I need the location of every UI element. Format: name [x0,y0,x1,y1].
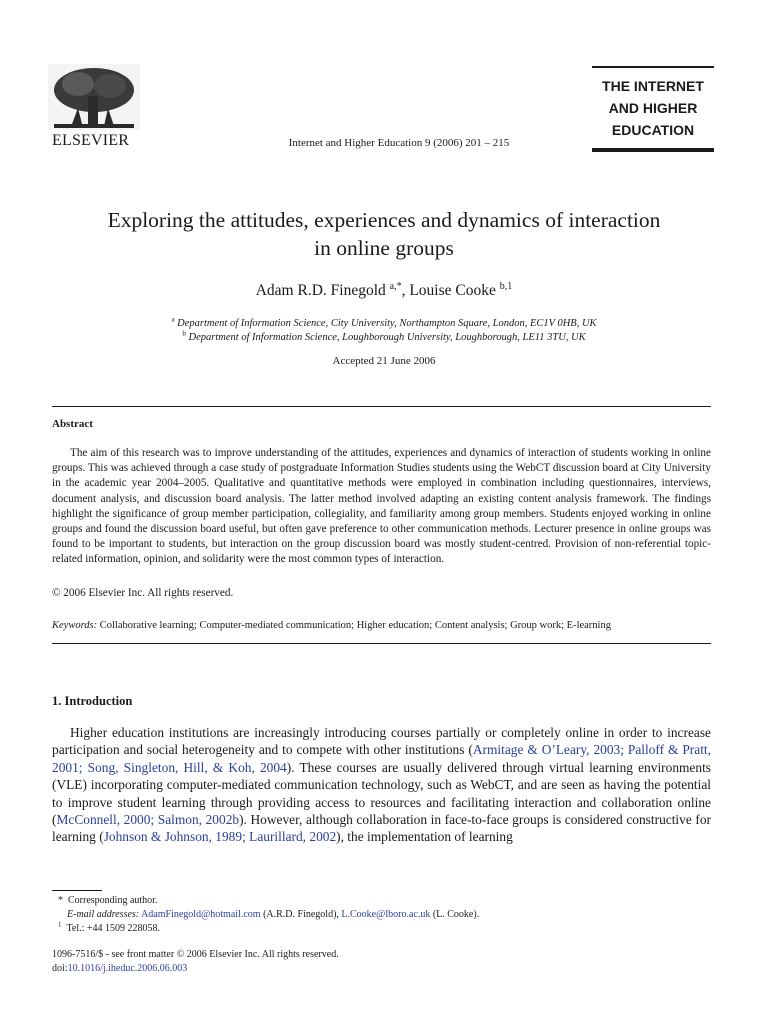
journal-title-line: THE INTERNET [602,78,704,94]
affiliation-b [0,329,768,343]
footnote-tel [58,920,161,934]
journal-reference: Internet and Higher Education 9 (2006) 201 – 215 [288,137,510,149]
introduction-paragraph [52,724,711,846]
author-separator: , [401,282,410,299]
author-list [0,282,768,300]
author-name: Louise Cooke [409,282,496,299]
citation-link[interactable]: Johnson & Johnson, 1989; Laurillard, 2002 [103,829,337,845]
doi-link[interactable]: 10.1016/j.iheduc.2006.06.003 [67,963,188,974]
body-text: ), the implementation of learning [336,829,513,845]
accepted-date: Accepted 21 June 2006 [332,355,436,367]
divider-bottom [52,643,711,644]
footnote-divider [52,890,102,891]
body-text: ). However, although collaboration in face-to-face groups is considered constructive for learning ( [52,812,711,845]
footnote-corresponding [58,895,157,906]
issn-line: 1096-7516/$ - see front matter © 2006 Elsevier Inc. All rights reserved. [52,949,339,960]
footnote-text: (A.R.D. Finegold), [260,909,342,920]
email-label: E-mail addresses: [67,909,140,920]
article-title-line: in online groups [314,236,454,260]
citation-link[interactable]: Armitage & O’Leary, 2003; Palloff & Pratt, 2001; Song, Singleton, Hill, & Koh, 2004 [52,742,712,775]
email-link[interactable]: AdamFinegold@hotmail.com [141,909,261,920]
affiliation-mark: a [171,315,175,324]
email-link[interactable]: L.Cooke@lboro.ac.uk [341,909,431,920]
footnote-text: (L. Cooke). [430,909,480,920]
journal-title-line: EDUCATION [611,122,695,138]
publisher-name: ELSEVIER [52,132,130,149]
keywords-label: Keywords: [52,620,98,631]
affiliation-a [0,315,768,329]
copyright-line: © 2006 Elsevier Inc. All rights reserved. [52,587,234,599]
footnote-emails [67,909,479,920]
citation-link[interactable]: McConnell, 2000; Salmon, 2002b [56,812,240,828]
affiliation-text: Department of Information Science, City University, Northampton Square, London, EC1V 0HB, UK [177,318,597,329]
body-text: ). These courses are usually delivered through virtual learning environments (VLE) incorporating computer-mediated communication technology, such as WebCT, and are seen as having the potential to improve student learning through providing access to resources and facilitating interaction and collaboration online ( [52,759,712,828]
article-title-line: Exploring the attitudes, experiences and dynamics of interaction [107,208,661,232]
keywords-list: Collaborative learning; Computer-mediated communication; Higher education; Content analysis; Group work; E-learning [99,620,611,631]
abstract-text: The aim of this research was to improve understanding of the attitudes, experiences and dynamics of interaction of students working in online groups. This was achieved through a case study of postgraduate Information Studies students using the WebCT discussion board at City University in the academic year 2004–2005. Qualitative and quantitative methods were employed in combination including questionnaires, interviews, document analysis, and discussion board analysis. The latter method involved adapting an existing content analysis framework. The findings highlight the significance of group member participation, collegiality, and familiarity among group members. Students enjoyed working in online groups and found the discussion board useful, but often gave preference to other communication methods. Lecturer presence in online groups was found to be important to students, but interaction on the group discussion board was mostly student-centred. Provision of non-referential topic-related information, opinion, and solidarity were the most common types of interaction. [52,447,711,566]
divider-top [52,406,711,407]
footnote-mark: 1 [58,920,62,929]
footnote-text: Tel.: +44 1509 228058. [66,923,161,934]
keywords [52,620,711,631]
author-name: Adam R.D. Finegold [255,282,386,299]
author-affil-mark: a,* [389,280,402,292]
body-text: Higher education institutions are increasingly introducing courses partially or completely online in order to increase participation and social heterogeneity and to compete with other institutions ( [52,725,711,758]
affiliation-mark: b [182,329,186,338]
footnote-text: Corresponding author. [68,895,158,906]
section-heading: 1. Introduction [52,694,133,708]
author-affil-mark: b,1 [499,280,513,292]
abstract-heading: Abstract [52,418,93,430]
article-title [40,206,728,262]
journal-title-line: AND HIGHER [608,100,698,116]
affiliation-text: Department of Information Science, Loughborough University, Loughborough, LE11 3TU, UK [188,332,586,343]
doi-line [52,963,187,974]
journal-title-box [592,66,714,152]
doi-label: doi: [52,963,68,974]
footnote-mark: * [58,895,63,906]
